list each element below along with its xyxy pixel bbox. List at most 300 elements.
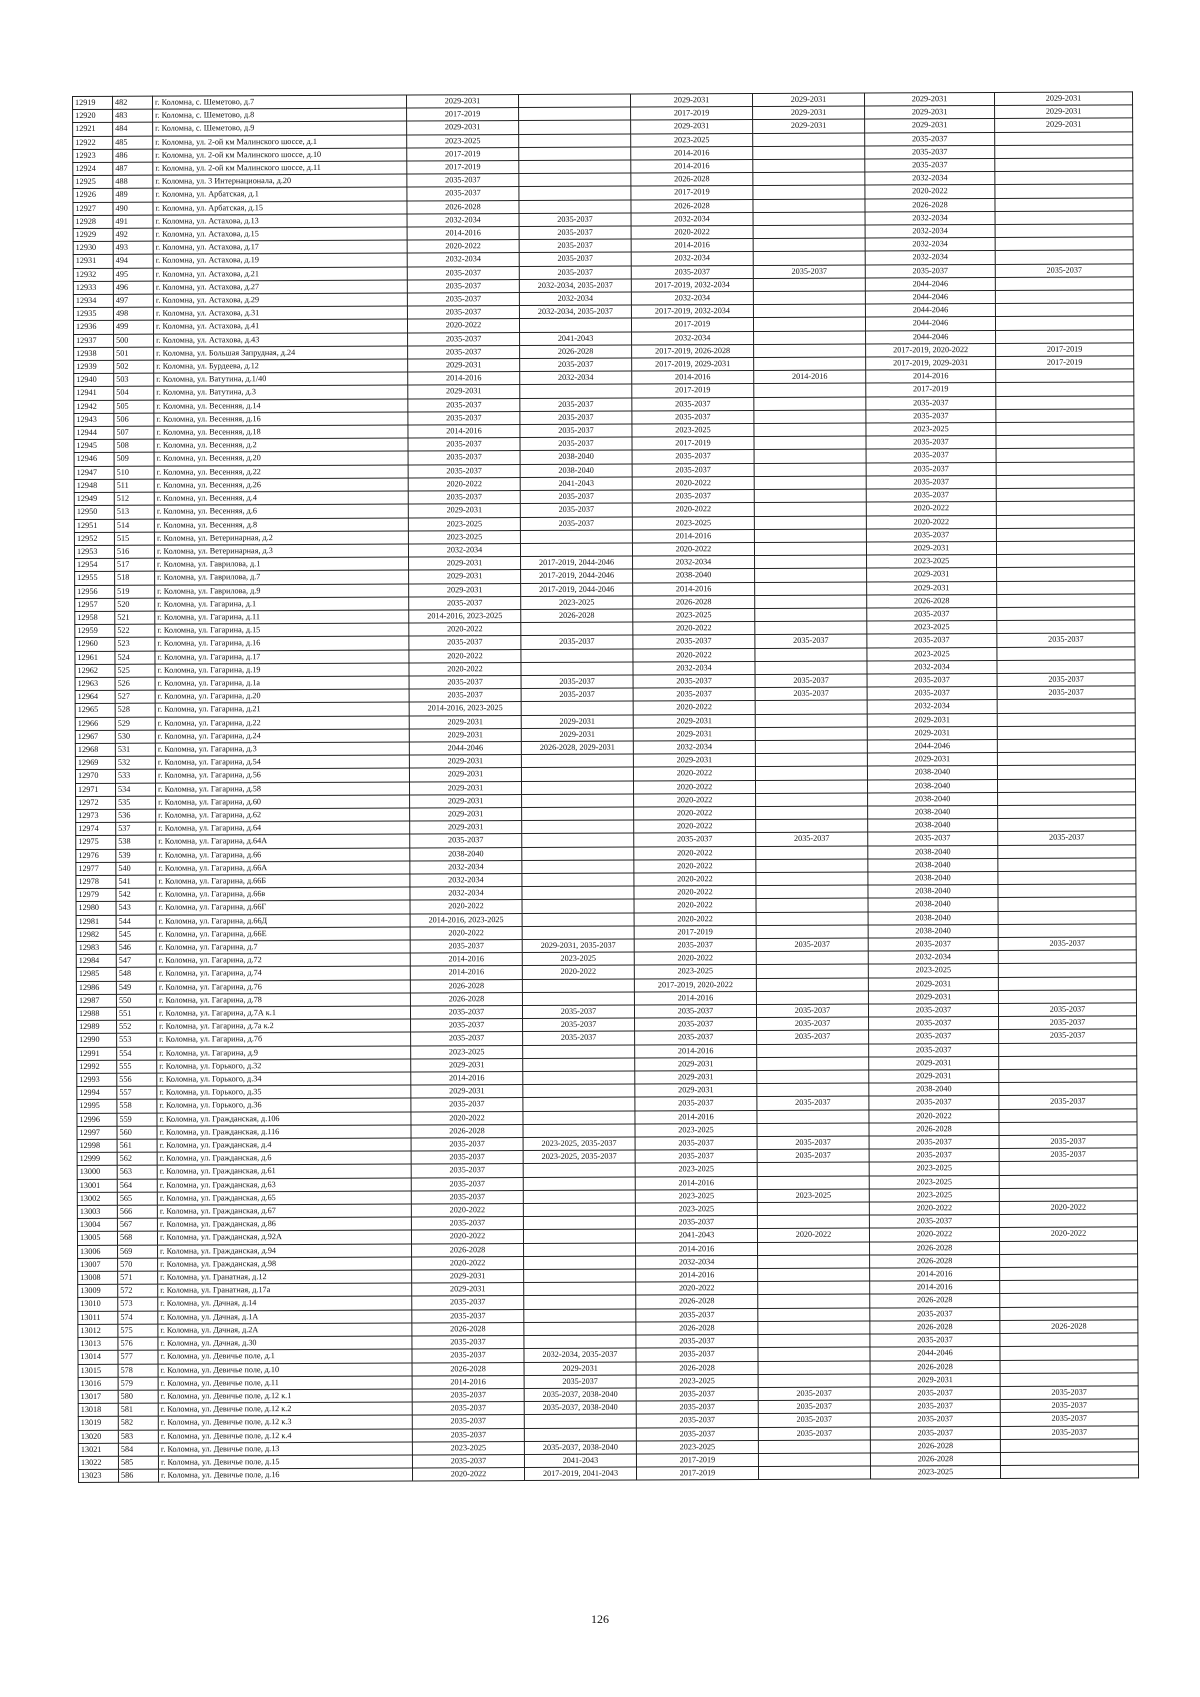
cell-p6: 2035-2037 [998, 937, 1136, 951]
cell-p1: 2029-2031 [410, 794, 522, 808]
cell-p2 [519, 200, 631, 214]
cell-p3: 2017-2019 [631, 318, 753, 332]
cell-p2 [522, 833, 634, 847]
cell-id: 12997 [77, 1126, 117, 1139]
cell-address: г. Коломна, ул. Гагарина, д.24 [155, 729, 409, 743]
cell-p6: 2020-2022 [999, 1201, 1137, 1215]
cell-p3: 2038-2040 [633, 569, 755, 583]
cell-p6 [996, 409, 1134, 423]
cell-address: г. Коломна, ул. Гражданская, д.92А [157, 1230, 411, 1244]
cell-p5: 2029-2031 [865, 119, 995, 133]
cell-no: 571 [118, 1271, 158, 1284]
cell-id: 12923 [73, 149, 113, 162]
cell-p3: 2014-2016 [631, 239, 753, 253]
cell-address: г. Коломна, ул. Гагарина, д.9 [157, 1046, 411, 1060]
cell-p2 [522, 794, 634, 808]
cell-p4 [758, 1466, 870, 1480]
cell-p1: 2035-2037 [408, 332, 520, 346]
cell-p2 [523, 1203, 635, 1217]
cell-p1: 2029-2031 [412, 1283, 524, 1297]
cell-p1: 2035-2037 [408, 491, 520, 505]
cell-id: 13019 [78, 1417, 118, 1430]
cell-p2 [519, 160, 631, 174]
cell-p1: 2035-2037 [410, 940, 522, 954]
cell-p3: 2014-2016 [631, 146, 753, 160]
cell-id: 13018 [78, 1403, 118, 1416]
cell-p6 [1000, 1241, 1138, 1255]
cell-no: 503 [114, 373, 154, 386]
cell-p6 [1000, 1439, 1138, 1453]
cell-address: г. Коломна, ул. Астахова, д.43 [154, 333, 408, 347]
cell-p1: 2035-2037 [412, 1336, 524, 1350]
cell-address: г. Коломна, ул. Гагарина, д.66Е [156, 927, 410, 941]
cell-no: 566 [117, 1205, 157, 1218]
cell-p4 [758, 1374, 870, 1388]
cell-no: 581 [118, 1403, 158, 1416]
cell-p4 [755, 700, 867, 714]
cell-p4 [753, 185, 865, 199]
cell-p1: 2020-2022 [407, 319, 519, 333]
cell-p3: 2017-2019 [634, 925, 756, 939]
cell-address: г. Коломна, ул. Астахова, д.27 [153, 280, 407, 294]
cell-p5: 2029-2031 [870, 1373, 1000, 1387]
cell-id: 12943 [74, 413, 114, 426]
cell-no: 576 [118, 1337, 158, 1350]
cell-id: 12921 [73, 123, 113, 136]
cell-p3: 2035-2037 [636, 1308, 758, 1322]
cell-address: г. Коломна, ул. Ватутина, д.1/40 [154, 372, 408, 386]
cell-no: 487 [113, 162, 153, 175]
cell-p2: 2035-2037 [519, 226, 631, 240]
cell-p5: 2020-2022 [866, 515, 996, 529]
cell-p5: 2035-2037 [868, 937, 998, 951]
cell-no: 497 [113, 294, 153, 307]
cell-p2 [519, 319, 631, 333]
cell-p2 [522, 992, 634, 1006]
cell-p5: 2035-2037 [870, 1400, 1000, 1414]
cell-p4 [753, 225, 865, 239]
cell-p4: 2029-2031 [752, 93, 864, 107]
cell-id: 12945 [74, 440, 114, 453]
cell-p1: 2026-2028 [412, 1243, 524, 1257]
cell-p3: 2017-2019 [636, 1453, 758, 1467]
cell-no: 583 [118, 1430, 158, 1443]
cell-p5: 2035-2037 [866, 449, 996, 463]
cell-id: 13001 [77, 1179, 117, 1192]
cell-p6 [995, 237, 1133, 251]
cell-p2 [520, 385, 632, 399]
cell-no: 579 [118, 1377, 158, 1390]
cell-p3: 2035-2037 [632, 410, 754, 424]
cell-p6 [1000, 1373, 1138, 1387]
cell-p4 [755, 648, 867, 662]
cell-address: г. Коломна, ул. Гражданская, д.4 [157, 1138, 411, 1152]
cell-no: 549 [116, 981, 156, 994]
cell-p3: 2032-2034 [636, 1255, 758, 1269]
cell-p6 [1000, 1293, 1138, 1307]
cell-id: 12956 [75, 585, 115, 598]
cell-address: г. Коломна, ул. Гражданская, д.86 [157, 1217, 411, 1231]
cell-p4 [757, 1110, 869, 1124]
cell-id: 12966 [75, 717, 115, 730]
cell-p3: 2017-2019, 2029-2031 [632, 358, 754, 372]
cell-p1: 2035-2037 [407, 266, 519, 280]
cell-p4 [753, 133, 865, 147]
cell-p3: 2035-2037 [634, 833, 756, 847]
cell-p5: 2017-2019, 2029-2031 [866, 357, 996, 371]
cell-address: г. Коломна, ул. Девичье поле, д.12 к.4 [158, 1429, 412, 1443]
cell-id: 12944 [74, 426, 114, 439]
cell-address: г. Коломна, ул. Девичье поле, д.13 [158, 1442, 412, 1456]
cell-id: 13007 [78, 1258, 118, 1271]
cell-p4 [755, 582, 867, 596]
cell-p6: 2035-2037 [1000, 1399, 1138, 1413]
cell-p1: 2014-2016, 2023-2025 [409, 702, 521, 716]
cell-p5: 2038-2040 [868, 819, 998, 833]
cell-p6 [1000, 1267, 1138, 1281]
cell-p4 [754, 357, 866, 371]
cell-id: 12963 [75, 677, 115, 690]
cell-address: г. Коломна, ул. Дачная, д.1А [158, 1310, 412, 1324]
cell-p2: 2026-2028, 2029-2031 [521, 741, 633, 755]
cell-p2: 2017-2019, 2044-2046 [521, 569, 633, 583]
cell-p4 [754, 384, 866, 398]
cell-address: г. Коломна, ул. Весенняя, д.8 [154, 518, 408, 532]
cell-p2: 2032-2034, 2035-2037 [519, 305, 631, 319]
cell-p1: 2035-2037 [407, 187, 519, 201]
cell-p5: 2023-2025 [867, 555, 997, 569]
cell-p2 [521, 649, 633, 663]
cell-p5: 2014-2016 [870, 1281, 1000, 1295]
cell-id: 12978 [76, 875, 116, 888]
cell-p4 [758, 1308, 870, 1322]
cell-p2 [523, 1045, 635, 1059]
cell-p5: 2035-2037 [867, 607, 997, 621]
cell-id: 13017 [78, 1390, 118, 1403]
cell-p5: 2035-2037 [868, 832, 998, 846]
cell-p6 [998, 805, 1136, 819]
cell-p3: 2020-2022 [633, 648, 755, 662]
cell-no: 483 [113, 109, 153, 122]
cell-p6 [1000, 1254, 1138, 1268]
cell-p5: 2038-2040 [868, 924, 998, 938]
cell-p5: 2035-2037 [867, 687, 997, 701]
cell-address: г. Коломна, ул. Девичье поле, д.15 [158, 1455, 412, 1469]
cell-p3: 2035-2037 [636, 1348, 758, 1362]
cell-address: г. Коломна, ул. Весенняя, д.18 [154, 425, 408, 439]
cell-p6 [998, 844, 1136, 858]
cell-no: 498 [113, 307, 153, 320]
cell-p6 [996, 369, 1134, 383]
cell-p1: 2029-2031 [410, 821, 522, 835]
cell-p6: 2035-2037 [999, 1095, 1137, 1109]
cell-p6 [997, 580, 1135, 594]
cell-p2: 2023-2025, 2035-2037 [523, 1137, 635, 1151]
cell-p6 [996, 382, 1134, 396]
cell-p5: 2035-2037 [867, 634, 997, 648]
cell-address: г. Коломна, ул. Гагарина, д.78 [156, 993, 410, 1007]
cell-id: 12990 [77, 1034, 117, 1047]
cell-p1: 2020-2022 [408, 477, 520, 491]
cell-address: г. Коломна, ул. Весенняя, д.22 [154, 465, 408, 479]
cell-p6 [997, 554, 1135, 568]
cell-p1: 2029-2031 [409, 557, 521, 571]
cell-p2: 2035-2037 [520, 358, 632, 372]
cell-no: 499 [113, 321, 153, 334]
cell-address: г. Коломна, ул. Гагарина, д.72 [156, 953, 410, 967]
cell-id: 12988 [76, 1007, 116, 1020]
cell-p4 [757, 1070, 869, 1084]
cell-p1: 2035-2037 [408, 411, 520, 425]
cell-p6: 2035-2037 [1000, 1386, 1138, 1400]
cell-address: г. Коломна, ул. Гражданская, д.98 [158, 1257, 412, 1271]
cell-no: 516 [114, 545, 154, 558]
cell-address: г. Коломна, ул. Бурдеева, д.12 [154, 359, 408, 373]
cell-p5: 2038-2040 [867, 779, 997, 793]
cell-p6 [995, 131, 1133, 145]
cell-address: г. Коломна, ул. Гагарина, д.60 [156, 795, 410, 809]
cell-no: 524 [115, 651, 155, 664]
cell-p3: 2032-2034 [633, 661, 755, 675]
cell-p6: 2035-2037 [999, 1148, 1137, 1162]
cell-id: 12957 [75, 598, 115, 611]
cell-p3: 2014-2016 [635, 1176, 757, 1190]
cell-p2 [523, 1071, 635, 1085]
cell-p3: 2017-2019, 2026-2028 [632, 344, 754, 358]
cell-p3: 2023-2025 [635, 1163, 757, 1177]
cell-address: г. Коломна, ул. Весенняя, д.4 [154, 491, 408, 505]
cell-p5: 2035-2037 [866, 489, 996, 503]
cell-id: 13008 [78, 1271, 118, 1284]
cell-p6 [995, 316, 1133, 330]
cell-p6 [995, 224, 1133, 238]
cell-p5: 2035-2037 [869, 1215, 999, 1229]
cell-p4: 2029-2031 [753, 106, 865, 120]
cell-p6 [998, 976, 1136, 990]
cell-p3: 2023-2025 [633, 608, 755, 622]
cell-p4 [755, 780, 867, 794]
cell-p2 [523, 1097, 635, 1111]
cell-address: г. Коломна, ул. 2-ой км Малинского шоссе, д.11 [153, 161, 407, 175]
cell-p4 [754, 423, 866, 437]
cell-p4 [757, 1162, 869, 1176]
cell-id: 12953 [74, 545, 114, 558]
cell-no: 511 [114, 479, 154, 492]
cell-id: 12935 [73, 308, 113, 321]
cell-p4 [756, 951, 868, 965]
cell-address: г. Коломна, ул. Гагарина, д.19 [155, 663, 409, 677]
cell-p4 [756, 978, 868, 992]
cell-p1: 2029-2031 [407, 121, 519, 135]
cell-no: 527 [115, 690, 155, 703]
cell-p2 [524, 1322, 636, 1336]
cell-id: 12981 [76, 915, 116, 928]
cell-p6 [998, 910, 1136, 924]
cell-p1: 2029-2031 [406, 95, 518, 109]
cell-p2 [519, 134, 631, 148]
cell-p6 [1000, 1346, 1138, 1360]
cell-p2 [522, 886, 634, 900]
cell-id: 12955 [75, 572, 115, 585]
cell-address: г. Коломна, ул. Девичье поле, д.12 к.1 [158, 1389, 412, 1403]
cell-p1: 2017-2019 [407, 108, 519, 122]
cell-p6 [997, 752, 1135, 766]
cell-address: г. Коломна, ул. Гагарина, д.64А [156, 834, 410, 848]
cell-no: 577 [118, 1350, 158, 1363]
cell-p5: 2038-2040 [869, 1083, 999, 1097]
cell-no: 507 [114, 426, 154, 439]
cell-p2 [519, 120, 631, 134]
cell-p2: 2041-2043 [520, 332, 632, 346]
cell-address: г. Коломна, ул. Астахова, д.29 [153, 293, 407, 307]
cell-p5: 2017-2019 [866, 383, 996, 397]
cell-p4: 2035-2037 [753, 265, 865, 279]
cell-no: 553 [117, 1034, 157, 1047]
cell-address: г. Коломна, ул. Арбатская, д.1 [153, 187, 407, 201]
cell-id: 12940 [74, 374, 114, 387]
cell-no: 517 [115, 558, 155, 571]
cell-p5: 2023-2025 [870, 1466, 1000, 1480]
cell-address: г. Коломна, ул. Астахова, д.13 [153, 214, 407, 228]
cell-p2: 2035-2037 [521, 688, 633, 702]
cell-p5: 2029-2031 [867, 753, 997, 767]
cell-p5: 2038-2040 [868, 805, 998, 819]
cell-no: 543 [116, 902, 156, 915]
cell-address: г. Коломна, с. Шеметово, д.8 [153, 108, 407, 122]
cell-p3: 2035-2037 [635, 1031, 757, 1045]
cell-id: 13014 [78, 1351, 118, 1364]
cell-p3: 2020-2022 [633, 622, 755, 636]
cell-address: г. Коломна, ул. Весенняя, д.26 [154, 478, 408, 492]
cell-no: 526 [115, 677, 155, 690]
cell-p3: 2020-2022 [634, 899, 756, 913]
cell-p6 [996, 422, 1134, 436]
cell-p6 [995, 250, 1133, 264]
cell-p5: 2035-2037 [870, 1386, 1000, 1400]
cell-p3: 2041-2043 [635, 1229, 757, 1243]
cell-address: г. Коломна, ул. Гагарина, д.15 [155, 623, 409, 637]
cell-p1: 2020-2022 [409, 662, 521, 676]
cell-no: 492 [113, 228, 153, 241]
cell-no: 508 [114, 439, 154, 452]
cell-no: 548 [116, 968, 156, 981]
cell-address: г. Коломна, ул. Гагарина, д.22 [155, 716, 409, 730]
cell-id: 13022 [78, 1456, 118, 1469]
cell-p3: 2023-2025 [632, 424, 754, 438]
cell-p2: 2038-2040 [520, 451, 632, 465]
cell-id: 12970 [75, 770, 115, 783]
cell-p6: 2029-2031 [995, 105, 1133, 119]
cell-p6 [997, 739, 1135, 753]
cell-p5: 2026-2028 [870, 1241, 1000, 1255]
cell-p2: 2032-2034 [519, 292, 631, 306]
cell-p6 [997, 607, 1135, 621]
cell-no: 584 [118, 1443, 158, 1456]
cell-p3: 2023-2025 [634, 965, 756, 979]
cell-p5: 2023-2025 [868, 964, 998, 978]
cell-p3: 2023-2025 [632, 516, 754, 530]
cell-no: 534 [115, 783, 155, 796]
cell-p2 [522, 820, 634, 834]
cell-p6 [996, 528, 1134, 542]
cell-no: 501 [114, 347, 154, 360]
cell-p6 [998, 871, 1136, 885]
cell-p2 [524, 1428, 636, 1442]
cell-p6 [998, 897, 1136, 911]
cell-p5: 2038-2040 [867, 766, 997, 780]
cell-p4: 2035-2037 [756, 938, 868, 952]
cell-p6: 2035-2037 [999, 1016, 1137, 1030]
cell-p5: 2029-2031 [865, 106, 995, 120]
cell-id: 12971 [75, 783, 115, 796]
cell-p1: 2035-2037 [412, 1388, 524, 1402]
cell-p4 [755, 595, 867, 609]
cell-p4 [758, 1255, 870, 1269]
cell-p4: 2035-2037 [755, 634, 867, 648]
cell-p1: 2035-2037 [412, 1428, 524, 1442]
cell-p4 [754, 529, 866, 543]
cell-p6: 2035-2037 [998, 1003, 1136, 1017]
cell-p1: 2029-2031 [408, 385, 520, 399]
cell-address: г. Коломна, ул. Ветеринарная, д.2 [154, 531, 408, 545]
cell-no: 555 [117, 1060, 157, 1073]
cell-p4 [753, 212, 865, 226]
cell-p4 [756, 806, 868, 820]
cell-p5: 2038-2040 [868, 885, 998, 899]
cell-p3: 2023-2025 [635, 1123, 757, 1137]
cell-p3: 2014-2016 [636, 1269, 758, 1283]
cell-p1: 2032-2034 [410, 860, 522, 874]
cell-p1: 2029-2031 [410, 808, 522, 822]
cell-no: 542 [116, 888, 156, 901]
cell-p5: 2020-2022 [865, 185, 995, 199]
cell-p3: 2026-2028 [636, 1361, 758, 1375]
cell-p3: 2017-2019 [632, 437, 754, 451]
cell-address: г. Коломна, ул. Астахова, д.31 [153, 306, 407, 320]
cell-id: 13021 [78, 1443, 118, 1456]
cell-p4: 2035-2037 [756, 1004, 868, 1018]
cell-p6 [995, 171, 1133, 185]
cell-p6: 2035-2037 [995, 264, 1133, 278]
cell-p2 [523, 1230, 635, 1244]
cell-id: 12927 [73, 202, 113, 215]
cell-p5: 2035-2037 [866, 475, 996, 489]
cell-p4 [758, 1347, 870, 1361]
cell-address: г. Коломна, ул. Гагарина, д.7б [157, 1032, 411, 1046]
cell-p5: 2032-2034 [865, 211, 995, 225]
cell-no: 537 [116, 822, 156, 835]
cell-p1: 2020-2022 [410, 900, 522, 914]
cell-p6 [996, 462, 1134, 476]
cell-no: 556 [117, 1073, 157, 1086]
cell-no: 525 [115, 664, 155, 677]
cell-p6: 2017-2019 [996, 356, 1134, 370]
cell-p2 [523, 1216, 635, 1230]
cell-p3: 2035-2037 [634, 1005, 756, 1019]
cell-p3: 2023-2025 [635, 1189, 757, 1203]
cell-p3: 2032-2034 [631, 292, 753, 306]
cell-p4 [758, 1268, 870, 1282]
cell-p2 [521, 701, 633, 715]
cell-p3: 2020-2022 [634, 952, 756, 966]
cell-p5: 2029-2031 [868, 977, 998, 991]
cell-p2 [522, 913, 634, 927]
cell-p5: 2035-2037 [866, 528, 996, 542]
cell-p3: 2014-2016 [634, 991, 756, 1005]
cell-address: г. Коломна, ул. Арбатская, д.15 [153, 201, 407, 215]
cell-p2 [523, 1164, 635, 1178]
cell-p5: 2032-2034 [865, 172, 995, 186]
